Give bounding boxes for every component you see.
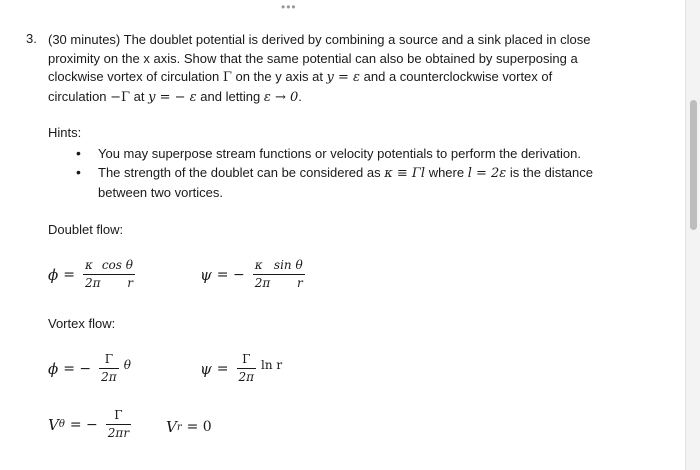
vortex-phi-equation <box>48 352 131 385</box>
denominator-term: r <box>296 276 303 290</box>
v-theta-equation <box>48 408 134 441</box>
limit-condition: ε → 0 <box>263 89 299 105</box>
circulation-symbol: Γ <box>222 70 232 85</box>
list-item <box>76 144 596 163</box>
fraction <box>106 408 131 441</box>
equals-minus-sign: = − <box>69 416 98 433</box>
numerator: Γ <box>104 352 114 366</box>
hint-list <box>76 144 596 202</box>
question-line <box>48 88 593 108</box>
theta-term: θ <box>123 357 131 372</box>
equals-sign: = <box>63 266 75 283</box>
question-text-span: circulation <box>48 88 111 104</box>
denominator <box>253 276 305 291</box>
denominator-term: r <box>127 276 133 290</box>
velocity-symbol: V <box>48 415 59 434</box>
phi-symbol: ϕ <box>48 265 59 284</box>
equals-minus-sign: = − <box>216 266 245 283</box>
doublet-psi-equation <box>200 258 308 291</box>
r-subscript: r <box>176 421 182 433</box>
question-line: proximity on the x axis. Show that the same potential can also be obtained by superposing a <box>48 50 578 66</box>
question-line: (30 minutes) The doublet potential is derived by combining a source and a sink placed in close <box>48 32 591 47</box>
numerator-term: cos θ <box>101 258 133 272</box>
equals-zero: = 0 <box>186 419 212 435</box>
velocity-symbol: V <box>166 418 177 436</box>
hint-text: where <box>425 165 468 180</box>
fraction-bar <box>83 274 135 275</box>
scrollbar-thumb[interactable] <box>690 100 697 230</box>
position-condition: y = − ε <box>148 89 197 105</box>
numerator-term: sin θ <box>273 258 303 272</box>
fraction-bar <box>99 368 119 369</box>
fraction-bar <box>106 424 131 425</box>
denominator: 2π <box>101 370 117 384</box>
position-condition: y = ε <box>326 70 361 85</box>
hint-text: is the distance <box>506 165 593 180</box>
doublet-phi-equation <box>48 258 138 291</box>
question-text <box>48 31 593 107</box>
doublet-flow-heading: Doublet flow: <box>48 222 124 237</box>
psi-symbol: ψ <box>200 265 212 284</box>
fraction <box>253 258 305 291</box>
numerator-term: κ <box>254 258 263 272</box>
denominator <box>83 276 135 291</box>
log-term: ln r <box>261 357 283 372</box>
bullet-icon: • <box>76 145 81 161</box>
phi-symbol: ϕ <box>48 359 59 378</box>
hint-text: The strength of the doublet can be considered as <box>98 165 385 180</box>
more-options-icon[interactable]: ••• <box>281 0 297 14</box>
fraction-bar <box>237 368 257 369</box>
psi-symbol: ψ <box>200 359 212 378</box>
distance-formula: l = 2ε <box>467 166 507 181</box>
vortex-psi-equation <box>200 352 282 385</box>
hint-text: between two vortices. <box>98 185 224 200</box>
fraction <box>237 352 257 385</box>
fraction <box>99 352 119 385</box>
denominator: 2π <box>238 370 255 384</box>
equals-minus-sign: = − <box>63 360 92 377</box>
question-text-span: and a counterclockwise vortex of <box>360 69 553 84</box>
denominator-term: 2π <box>254 276 271 290</box>
vortex-flow-heading: Vortex flow: <box>48 316 116 331</box>
hints-heading: Hints: <box>48 125 82 140</box>
question-number: 3. <box>26 31 37 46</box>
question-text-span: clockwise vortex of circulation <box>48 69 223 84</box>
doublet-strength-formula: κ ≡ Γl <box>384 166 426 181</box>
question-text-span: and letting <box>196 88 264 104</box>
negative-circulation-symbol: −Γ <box>110 89 131 105</box>
denominator: 2πr <box>107 426 130 440</box>
question-text-span: . <box>298 88 302 104</box>
equals-sign: = <box>216 360 229 377</box>
numerator <box>83 258 135 273</box>
denominator-term: 2π <box>84 276 101 290</box>
fraction <box>83 258 135 291</box>
theta-subscript: θ <box>58 419 65 430</box>
numerator-term: κ <box>84 258 93 272</box>
list-item <box>76 163 596 202</box>
numerator <box>253 258 305 273</box>
numerator: Γ <box>242 352 251 366</box>
bullet-icon: • <box>76 164 81 180</box>
hint-text: You may superpose stream functions or velocity potentials to perform the derivation. <box>98 146 581 161</box>
vertical-scrollbar[interactable] <box>685 0 700 470</box>
question-text-span: on the y axis at <box>231 69 327 84</box>
numerator: Γ <box>114 408 123 422</box>
fraction-bar <box>253 274 305 275</box>
question-line <box>48 68 593 88</box>
question-text-span: at <box>130 88 149 104</box>
v-r-equation <box>166 418 217 436</box>
